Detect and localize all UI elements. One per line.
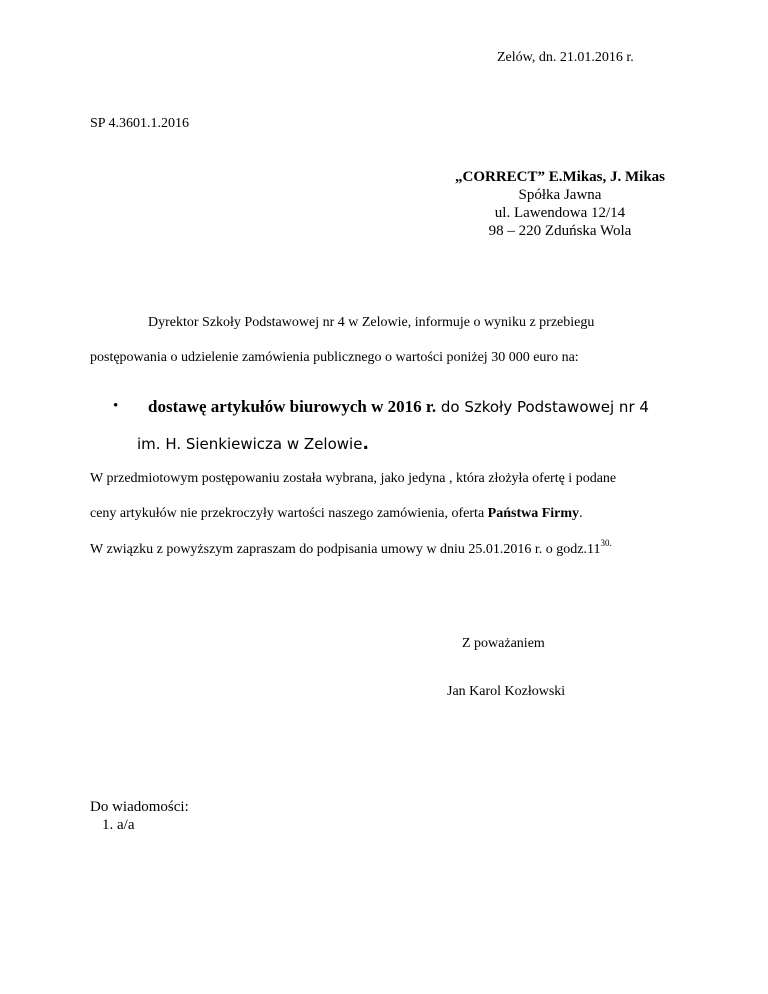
paragraph-1-text: ceny artykułów nie przekroczyły wartości naszego zamówienia, oferta xyxy=(90,506,488,521)
company-reference: Państwa Firmy xyxy=(487,506,580,521)
signatory-name: Jan Karol Kozłowski xyxy=(447,684,566,699)
closing: Z poważaniem xyxy=(462,636,545,651)
recipient-name: „CORRECT” E.Mikas, J. Mikas xyxy=(454,169,666,185)
paragraph-1-line-2 xyxy=(90,506,583,522)
item-destination-line-2 xyxy=(137,434,369,454)
item-school-name: im. H. Sienkiewicza w Zelowie xyxy=(137,435,363,453)
time-minutes: 30. xyxy=(600,538,612,548)
paragraph-1-period: . xyxy=(579,506,583,521)
meeting-invitation: W związku z powyższym zapraszam do podpisania umowy w dniu 25.01.2016 r. o godz.11 xyxy=(90,542,601,557)
list-item xyxy=(148,397,649,417)
recipient-company-type: Spółka Jawna xyxy=(518,187,602,203)
bullet-icon: • xyxy=(113,398,119,414)
reference-number: SP 4.3601.1.2016 xyxy=(90,116,190,131)
item-subject: dostawę artykułów biurowych w 2016 r. xyxy=(148,397,437,416)
recipient-street: ul. Lawendowa 12/14 xyxy=(494,205,626,221)
recipient-address xyxy=(440,168,680,240)
cc-list xyxy=(90,798,189,834)
paragraph-2 xyxy=(90,538,612,558)
paragraph-1-line-1: W przedmiotowym postępowaniu została wybrana, jako jedyna , która złożyła ofertę i podane xyxy=(90,471,617,486)
intro-line-2: postępowania o udzielenie zamówienia publicznego o wartości poniżej 30 000 euro na: xyxy=(90,350,579,365)
item-destination: do Szkoły Podstawowej nr 4 xyxy=(436,398,649,416)
intro-line-1: Dyrektor Szkoły Podstawowej nr 4 w Zelowie, informuje o wyniku z przebiegu xyxy=(148,315,595,330)
recipient-city: 98 – 220 Zduńska Wola xyxy=(488,223,632,239)
cc-label: Do wiadomości: xyxy=(90,799,189,815)
item-period: . xyxy=(362,434,369,454)
cc-item: 1. a/a xyxy=(102,817,135,833)
place-date: Zelów, dn. 21.01.2016 r. xyxy=(497,50,634,65)
